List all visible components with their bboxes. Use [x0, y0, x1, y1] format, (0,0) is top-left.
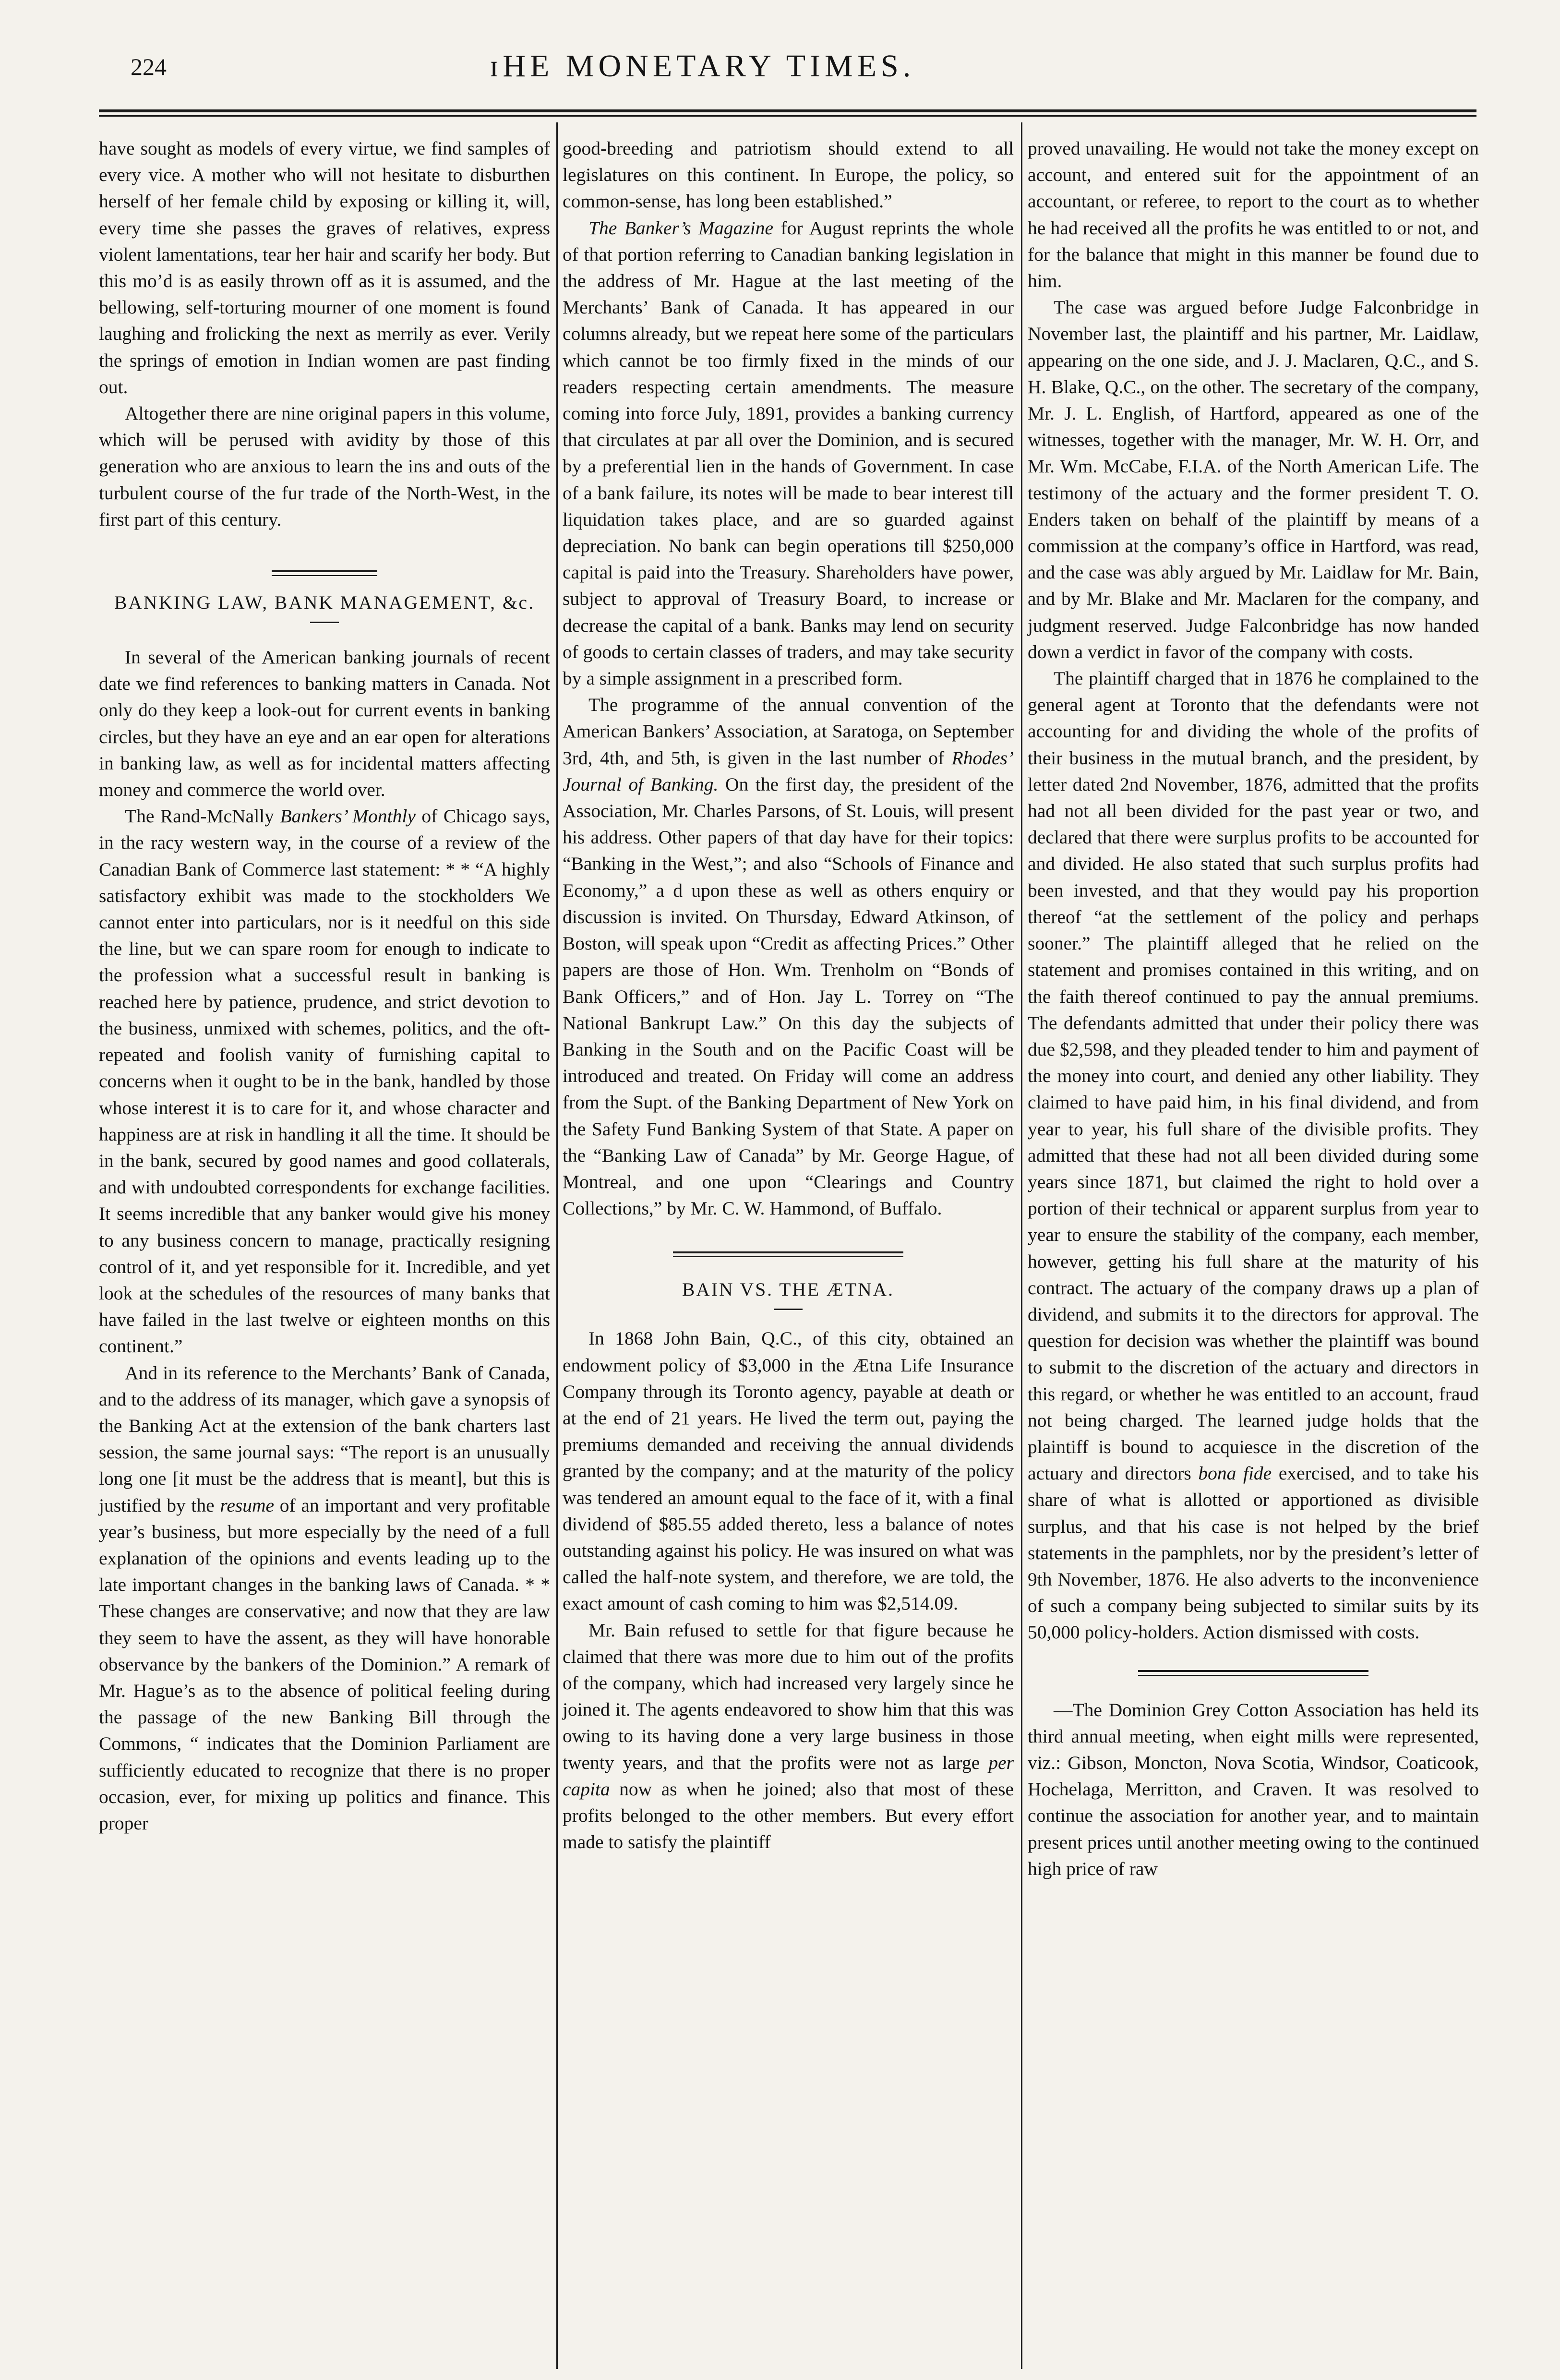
banking-law-heading: BANKING LAW, BANK MANAGEMENT, &c.: [114, 592, 535, 613]
masthead-title: ɪHE MONETARY TIMES.: [490, 48, 915, 84]
col1-p5-text-a: And in its reference to the Merchants’ Bank of Canada, and to the address of its manager, which gave a synopsis of the Banking Act at the extension of the bank charters last session, the same journal says: “The report is an unusually long one [it must be the address that is meant], but this is justified by the: [99, 1362, 550, 1516]
col3-paragraph-3: [1028, 665, 1479, 1646]
col2-paragraph-1: good-breeding and patriotism should extend to all legislatures on this continent. In Europe, the policy, so common-sense, has long been established.”: [563, 138, 1014, 212]
col2-p5-text-b: now as when he joined; also that most of these profits belonged to the other members. But every effort made to satisfy the plaintiff: [563, 1778, 1014, 1853]
heading-underline-2: [774, 1309, 803, 1310]
col2-p2-text: for August reprints the whole of that portion referring to Canadian banking legislation in the address of Mr. Hague at the last meeting of the Merchants’ Bank of Canada. It has appeared in our columns already, but we repeat here some of the particulars which cannot be too firmly fixed in the minds of our readers respecting certain amendments. The measure coming into force July, 1891, provides a banking currency that circulates at par all over the Dominion, and is secured by a preferential lien in the hands of Government. In case of a bank failure, its notes will be made to bear interest till liquidation takes place, and are so guarded against depreciation. No bank can begin operations till $250,000 capital is paid into the Treasury. Shareholders have power, subject to approval of Treasury Board, to increase or decrease the capital of a bank. Banks may lend on security of goods to certain classes of traders, and may take security by a simple assignment in a prescribed form.: [563, 217, 1014, 689]
col1-paragraph-2: Altogether there are nine original papers in this volume, which will be perused with avidity by those of this generation who are anxious to learn the ins and outs of the turbulent course of the fur trade of the North-West, in the first part of this century.: [99, 403, 550, 530]
col1-p4-text-a: The Rand-McNally: [125, 805, 280, 827]
col3-p3-italic: bona fide: [1198, 1463, 1272, 1484]
col2-p3-italic: Rhodes’ Journal of Banking.: [563, 747, 1014, 795]
column-divider-1: [556, 122, 558, 2369]
column-2: [563, 135, 1014, 1855]
col1-paragraph-4: [99, 803, 550, 1359]
col2-p5-italic: per capita: [563, 1752, 1014, 1800]
column-1: [99, 135, 550, 1837]
heading-underline: [310, 622, 339, 623]
bain-aetna-heading: BAIN VS. THE ÆTNA.: [682, 1279, 895, 1300]
col1-p4-italic: Bankers’ Monthly: [280, 805, 416, 827]
col2-p3-text-b: On the first day, the president of the Association, Mr. Charles Parsons, of St. Louis, will present his address. Other papers of that day have for their topics: “Banking in the West,”; and also “Schools of Finance and Economy,” a d upon these as well as others enquiry or discussion is invited. On Thursday, Edward Atkinson, of Boston, will speak upon “Credit as affecting Prices.” Other papers are those of Hon. Wm. Trenholm on “Bonds of Bank Officers,” and of Hon. Jay L. Torrey on “The National Bankrupt Law.” On this day the subjects of Banking in the South and on the Pacific Coast will be introduced and treated. On Friday will come an address from the Supt. of the Banking Department of New York on the Safety Fund Banking System of that State. A paper on the “Banking Law of Canada” by Mr. George Hague, of Montreal, and one upon “Clearings and Country Collections,” by Mr. C. W. Hammond, of Buffalo.: [563, 773, 1014, 1219]
col2-paragraph-4: In 1868 John Bain, Q.C., of this city, obtained an endowment policy of $3,000 in the Ætna Life Insurance Company through its Toronto agency, payable at death or at the end of 21 years. He lived the term out, paying the premiums demanded and receiving the annual dividends granted by the company; and at the maturity of the policy was tendered an amount equal to the face of it, with a final dividend of $85.55 added thereto, less a balance of notes outstanding against his policy. He was insured on what was called the half-note system, and therefore, we are told, the exact amount of cash coming to him was $2,514.09.: [563, 1328, 1014, 1614]
page-number: 224: [131, 53, 167, 80]
col3-paragraph-4: —The Dominion Grey Cotton Association has held its third annual meeting, when eight mills were represented, viz.: Gibson, Moncton, Nova Scotia, Windsor, Coaticook, Hochelaga, Merritton, and Craven. It was resolved to continue the association for another year, and to maintain present prices until another meeting owing to the continued high price of raw: [1028, 1699, 1479, 1879]
header-rule-top: [99, 109, 1476, 112]
section-separator-double-3: [1138, 1670, 1368, 1672]
col3-paragraph-1: proved unavailing. He would not take the money except on account, and entered suit for the appointment of an accountant, or referee, to report to the court as to whether he had received all the profits he was entitled to or not, and for the balance that might in this manner be found due to him.: [1028, 138, 1479, 292]
col2-paragraph-3: [563, 692, 1014, 1222]
col2-paragraph-2: [563, 215, 1014, 692]
col3-p3-text-a: The plaintiff charged that in 1876 he complained to the general agent at Toronto that the defendants were not accounting for and dividing the whole of the profits of their business in the mutual branch, and the president, by letter dated 2nd November, 1876, admitted that the profits had not all been divided for the past year or two, and declared that there were surplus profits to be accounted for and divided. He also stated that such surplus profits had been invested, and that they would pay his proportion thereof “at the settlement of the policy and perhaps sooner.” The plaintiff alleged that he relied on the statement and promises contained in this writing, and on the faith thereof continued to pay the annual premiums. The defendants admitted that under their policy there was due $2,598, and they pleaded tender to him and payment of the money into court, and denied any other liability. They claimed to have paid him, in his final dividend, and from year to year, his full share of the divisible profits. They admitted that these had not all been divided during some years since 1871, but claimed the right to hold over a portion of their technical or apparent surplus from year to year to ensure the stability of the company, each member, however, getting his full share at the maturity of his contract. The actuary of the company draws up a plan of dividend, and submits it to the directors for approval. The question for decision was whether the plaintiff was bound to submit to the discretion of the actuary and directors in this regard, or whether he was entitled to an account, fraud not being charged. The learned judge holds that the plaintiff is bound to acquiesce in the discretion of the actuary and directors: [1028, 668, 1479, 1484]
col2-paragraph-5: [563, 1617, 1014, 1856]
col2-p2-italic: The Banker’s Magazine: [588, 217, 774, 239]
col1-p5-italic: resume: [220, 1494, 275, 1516]
header-rule-bottom: [99, 115, 1476, 117]
col1-p5-text-b: of an important and very profitable year’s business, but more especially by the need of a full explanation of the opinions and events leading up to the late important changes in the banking laws of Canada. * * These changes are conservative; and now that they are law they seem to have the assent, as they will have honorable observance by the bankers of the Dominion.” A remark of Mr. Hague’s as to the absence of political feeling during the passage of the new Banking Bill through the Commons, “ indicates that the Dominion Parliament are sufficiently educated to recognize that there is no proper occasion, ever, for mixing up politics and finance. This proper: [99, 1494, 550, 1834]
col2-p5-text-a: Mr. Bain refused to settle for that figure because he claimed that there was more due to him out of the profits of the company, which had increased very largely since he joined it. The agents endeavored to show him that this was owing to its having done a very large business in those twenty years, and that the profits were not as large: [563, 1619, 1014, 1773]
col1-p4-text-b: of Chicago says, in the racy western way, in the course of a review of the Canadian Bank of Commerce last statement: * * “A highly satisfactory exhibit was made to the stockholders We cannot enter into particulars, nor is it needful on this side the line, but we can spare room for enough to indicate to the profession what a successful result in banking is reached here by patience, prudence, and strict devotion to the business, unmixed with schemes, politics, and the oft-repeated and foolish vanity of furnishing capital to concerns when it ought to be in the bank, handled by those whose interest it is to care for it, and whose character and happiness are at risk in handling it all the time. It should be in the bank, secured by good names and good collaterals, and with undoubted correspondents for exchange facilities. It seems incredible that any banker would give his money to any business concern to manage, practically resigning control of it, and yet responsible for it. Incredible, and yet look at the schedules of the resources of many banks that have failed in the last twelve or eighteen months on this continent.”: [99, 805, 550, 1357]
column-3: [1028, 135, 1479, 1882]
col2-p3-text-a: The programme of the annual convention of the American Bankers’ Association, at Saratoga, on September 3rd, 4th, and 5th, is given in the last number of: [563, 694, 1014, 769]
column-divider-2: [1021, 122, 1022, 2369]
col1-paragraph-1: have sought as models of every virtue, we find samples of every vice. A mother who will not hesitate to disburthen herself of her female child by exposing or killing it, will, every time she passes the graves of relatives, express violent lamentations, tear her hair and scarify her body. But this mo’d is as easily thrown off as it is assumed, and the bellowing, self-torturing mourner of one moment is found laughing and frolicking the next as merrily as ever. Verily the springs of emotion in Indian women are past finding out.: [99, 138, 550, 397]
col1-paragraph-3: In several of the American banking journals of recent date we find references to banking matters in Canada. Not only do they keep a look-out for current events in banking circles, but they have an eye and an ear open for alterations in banking law, as well as for incidental matters affecting money and commerce the world over.: [99, 647, 550, 801]
section-separator-double-2: [673, 1251, 903, 1253]
section-separator-double: [272, 570, 377, 572]
col3-p3-text-b: exercised, and to take his share of what is allotted or apportioned as divisible surplus, and that his case is not helped by the brief statements in the pamphlets, nor by the president’s letter of 9th November, 1876. He also adverts to the inconvenience of such a company being subjected to similar suits by its 50,000 policy-holders. Action dismissed with costs.: [1028, 1463, 1479, 1643]
col3-paragraph-2: The case was argued before Judge Falconbridge in November last, the plaintiff and his partner, Mr. Laidlaw, appearing on the one side, and J. J. Maclaren, Q.C., and S. H. Blake, Q.C., on the other. The secretary of the company, Mr. J. L. English, of Hartford, appeared as one of the witnesses, together with the manager, Mr. W. H. Orr, and Mr. Wm. McCabe, F.I.A. of the North American Life. The testimony of the actuary and the former president T. O. Enders taken on behalf of the plaintiff by means of a commission at the company’s office in Hartford, was read, and the case was ably argued by Mr. Laidlaw for Mr. Bain, and by Mr. Blake and Mr. Maclaren for the company, and judgment reserved. Judge Falconbridge has now handed down a verdict in favor of the company with costs.: [1028, 297, 1479, 662]
col1-paragraph-5: [99, 1360, 550, 1837]
